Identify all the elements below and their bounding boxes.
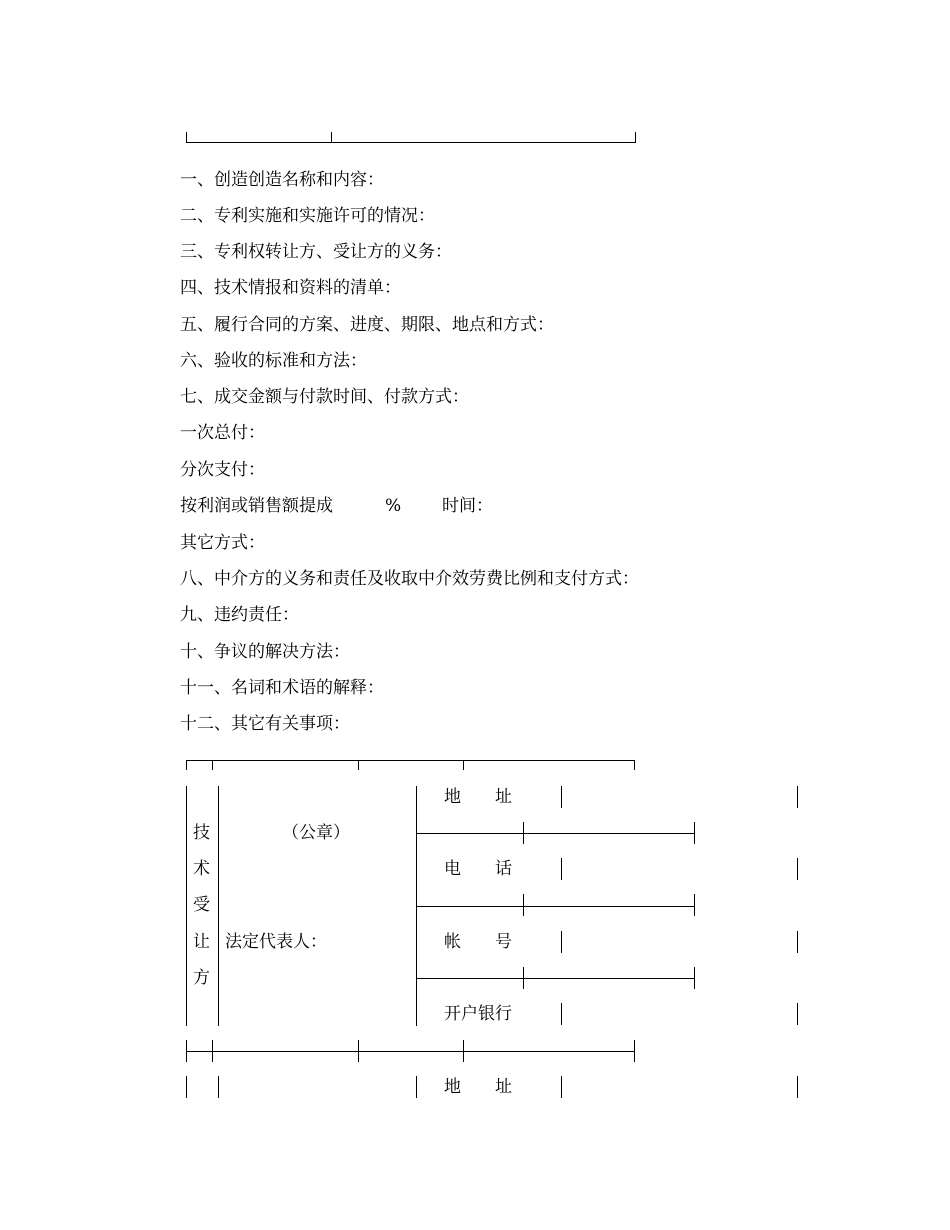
top-table-divider <box>331 132 332 143</box>
payment-other: 其它方式： <box>180 533 265 553</box>
row-rule <box>416 978 694 979</box>
cell-rule <box>218 1076 219 1098</box>
phone-label: 电 话 <box>444 859 512 879</box>
legal-rep-label: 法定代表人： <box>225 932 327 952</box>
clause-1: 一、创造创造名称和内容： <box>180 170 384 190</box>
cell-rule <box>694 822 695 844</box>
cell-rule <box>561 858 562 880</box>
cell-rule <box>561 786 562 808</box>
party-table-label-divider <box>218 786 219 1026</box>
party-table-tick <box>212 760 213 770</box>
seal-label: （公章） <box>282 823 350 843</box>
payment-royalty-label: 按利润或销售额提成 <box>180 496 333 516</box>
row-rule <box>416 906 694 907</box>
cell-rule <box>523 822 524 844</box>
top-table-corner-left <box>186 132 187 143</box>
address-label-2: 地 址 <box>444 1077 512 1097</box>
party-label-char-3: 受 <box>193 895 210 915</box>
cell-rule <box>797 858 798 880</box>
party-table-tick <box>634 760 635 770</box>
separator-tick <box>212 1040 213 1062</box>
account-label: 帐 号 <box>444 932 512 952</box>
cell-rule <box>523 967 524 989</box>
cell-rule <box>694 967 695 989</box>
bank-label: 开户银行 <box>444 1004 512 1024</box>
party-label-char-5: 方 <box>193 968 210 988</box>
clause-4: 四、技术情报和资料的清单： <box>180 278 401 298</box>
cell-rule <box>797 1076 798 1098</box>
cell-rule <box>561 1003 562 1025</box>
separator-tick <box>358 1040 359 1062</box>
clause-3: 三、专利权转让方、受让方的义务： <box>180 242 452 262</box>
separator-tick <box>186 1040 187 1062</box>
clause-12: 十二、其它有关事项： <box>180 714 350 734</box>
payment-time-label: 时间： <box>442 496 493 516</box>
cell-rule <box>561 931 562 953</box>
payment-installments: 分次支付： <box>180 460 265 480</box>
clause-7: 七、成交金额与付款时间、付款方式： <box>180 387 469 407</box>
clause-2: 二、专利实施和实施许可的情况： <box>180 206 435 226</box>
row-rule <box>416 833 694 834</box>
party-table-left-edge <box>186 786 187 1026</box>
cell-rule <box>416 1076 417 1098</box>
separator-tick <box>463 1040 464 1062</box>
party-table-tick <box>358 760 359 770</box>
cell-rule <box>797 1003 798 1025</box>
top-table-corner-right <box>635 132 636 143</box>
clause-5: 五、履行合同的方案、进度、期限、地点和方式： <box>180 315 554 335</box>
party-separator-rule <box>186 1051 635 1052</box>
payment-lump-sum: 一次总付： <box>180 423 265 443</box>
clause-6: 六、验收的标准和方法： <box>180 351 367 371</box>
separator-tick <box>634 1040 635 1062</box>
cell-rule <box>561 1076 562 1098</box>
cell-rule <box>797 786 798 808</box>
party-table-tick <box>463 760 464 770</box>
party-table-tick <box>186 760 187 770</box>
clause-8: 八、中介方的义务和责任及收取中介效劳费比例和支付方式： <box>180 569 639 589</box>
top-table-bottom-rule <box>186 142 635 143</box>
party-label-char-2: 术 <box>193 859 210 879</box>
clause-9: 九、违约责任： <box>180 605 299 625</box>
address-label: 地 址 <box>444 787 512 807</box>
party-table-top-rule <box>186 760 635 761</box>
cell-rule <box>186 1076 187 1098</box>
party-label-char-1: 技 <box>193 823 210 843</box>
payment-percent-sign: % <box>385 496 402 516</box>
clause-11: 十一、名词和术语的解释： <box>180 678 384 698</box>
cell-rule <box>797 931 798 953</box>
party-label-char-4: 让 <box>193 932 210 952</box>
cell-rule <box>523 894 524 916</box>
clause-10: 十、争议的解决方法： <box>180 642 350 662</box>
cell-rule <box>694 894 695 916</box>
